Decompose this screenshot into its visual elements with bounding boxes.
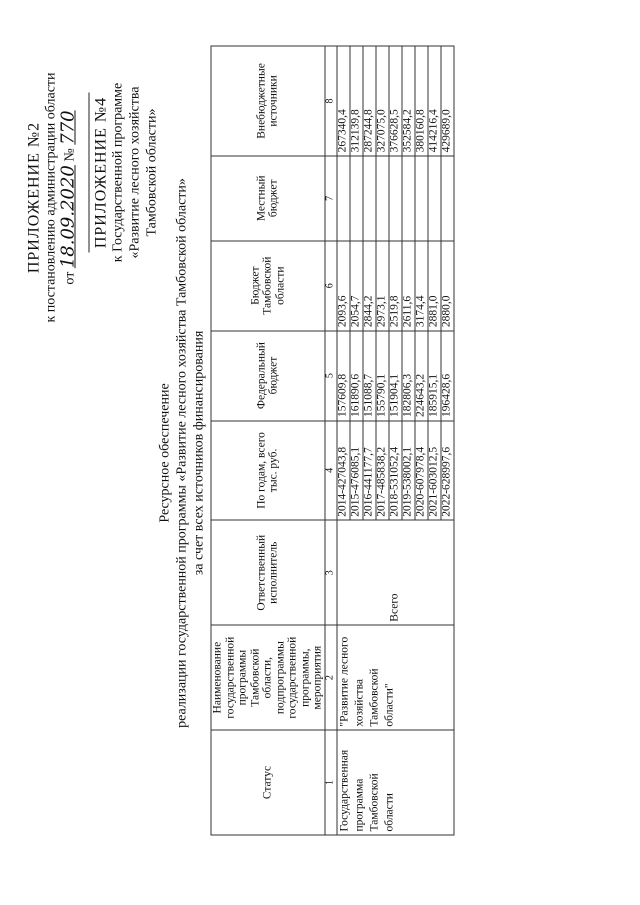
federal-cell: 182806,3 (401, 330, 414, 420)
handwritten-date: 18.09.2020 (57, 164, 78, 268)
annex-4-line3: Тамбовской области» (144, 107, 159, 237)
table-row (336, 46, 349, 835)
year-total-cell: 2019-538002,1 (401, 420, 414, 520)
regional-cell: 2881,0 (427, 240, 440, 330)
document-title (156, 30, 207, 875)
federal-cell: 151088,7 (362, 330, 375, 420)
annex-2-date-line (59, 42, 78, 352)
column-number-row (324, 46, 336, 835)
column-number: 4 (324, 420, 336, 520)
header-regional: Бюджет Тамбовской области (211, 240, 325, 330)
header-year-total: По годам, всего тыс. руб. (211, 420, 325, 520)
column-number: 1 (324, 730, 336, 835)
annex-4-line2: «Развитие лесного хозяйства (127, 86, 142, 259)
responsible-cell: Всего (336, 520, 453, 625)
federal-cell: 155790,1 (375, 330, 388, 420)
column-number: 3 (324, 520, 336, 625)
local-cell (414, 155, 427, 240)
header-local: Местный бюджет (211, 155, 325, 240)
year-total-cell: 2017-485838,2 (375, 420, 388, 520)
table-header-row (211, 46, 325, 835)
extra-budgetary-cell: 352584,2 (401, 46, 414, 156)
annex-4-title: ПРИЛОЖЕНИЕ №4 (92, 96, 109, 248)
annex-2-header (25, 42, 78, 352)
status-cell: Государственная программа Тамбовской области (336, 730, 453, 835)
header-federal: Федеральный бюджет (211, 330, 325, 420)
header-extra-budgetary: Внебюджетные источники (211, 46, 325, 156)
local-cell (349, 155, 362, 240)
column-number: 5 (324, 330, 336, 420)
column-number: 7 (324, 155, 336, 240)
header-responsible: Ответственный исполнитель (211, 520, 325, 625)
header-status: Статус (211, 730, 325, 835)
year-total-cell: 2016-441177,7 (362, 420, 375, 520)
annex-4-line1: к Государственной программе (110, 82, 125, 262)
year-total-cell: 2021-603012,5 (427, 420, 440, 520)
regional-cell: 2611,6 (401, 240, 414, 330)
regional-cell: 2054,7 (349, 240, 362, 330)
separator-line (88, 92, 89, 252)
annex-2-title: ПРИЛОЖЕНИЕ №2 (25, 121, 42, 273)
federal-cell: 161890,6 (349, 330, 362, 420)
regional-cell: 2973,1 (375, 240, 388, 330)
local-cell (427, 155, 440, 240)
year-total-cell: 2014-427043,8 (336, 420, 349, 520)
federal-cell: 157609,8 (336, 330, 349, 420)
regional-cell: 2093,6 (336, 240, 349, 330)
local-cell (440, 155, 453, 240)
local-cell (362, 155, 375, 240)
federal-cell: 196428,6 (440, 330, 453, 420)
regional-cell: 2844,2 (362, 240, 375, 330)
column-number: 8 (324, 46, 336, 156)
regional-cell: 2519,8 (388, 240, 401, 330)
annex-4-header (88, 42, 160, 302)
funding-table (210, 45, 454, 835)
local-cell (375, 155, 388, 240)
document-title-line2: реализации государственной программы «Развитие лесного хозяйства Тамбовской области» (174, 177, 189, 728)
column-number: 2 (324, 625, 336, 730)
federal-cell: 151904,1 (388, 330, 401, 420)
date-prefix: от (62, 271, 77, 285)
year-total-cell: 2018-531052,4 (388, 420, 401, 520)
extra-budgetary-cell: 327075,0 (375, 46, 388, 156)
federal-cell: 185915,1 (427, 330, 440, 420)
regional-cell: 2880,0 (440, 240, 453, 330)
extra-budgetary-cell: 380160,8 (414, 46, 427, 156)
extra-budgetary-cell: 429689,0 (440, 46, 453, 156)
regional-cell: 3174,4 (414, 240, 427, 330)
year-total-cell: 2022-628997,6 (440, 420, 453, 520)
federal-cell: 224643,2 (414, 330, 427, 420)
extra-budgetary-cell: 414216,4 (427, 46, 440, 156)
extra-budgetary-cell: 267340,4 (336, 46, 349, 156)
header-program-name: Наименование государственной программы Тамбовской области, подпрограммы государственной программы, мероприятия (211, 625, 325, 730)
extra-budgetary-cell: 376628,5 (388, 46, 401, 156)
document-title-line1: Ресурсное обеспечение (157, 382, 172, 523)
extra-budgetary-cell: 312139,8 (349, 46, 362, 156)
handwritten-number: 770 (57, 109, 78, 145)
annex-2-line1: к постановлению администрации области (43, 71, 58, 323)
year-total-cell: 2020-607978,4 (414, 420, 427, 520)
document-title-line3: за счет всех источников финансирования (191, 330, 206, 575)
local-cell (388, 155, 401, 240)
column-number: 6 (324, 240, 336, 330)
year-total-cell: 2015-476085,1 (349, 420, 362, 520)
extra-budgetary-cell: 287244,8 (362, 46, 375, 156)
local-cell (401, 155, 414, 240)
local-cell (336, 155, 349, 240)
number-prefix: № (62, 147, 77, 162)
rotated-document-page (20, 30, 620, 875)
program-name-cell: "Развитие лесного хозяйства Тамбовской области" (336, 625, 453, 730)
